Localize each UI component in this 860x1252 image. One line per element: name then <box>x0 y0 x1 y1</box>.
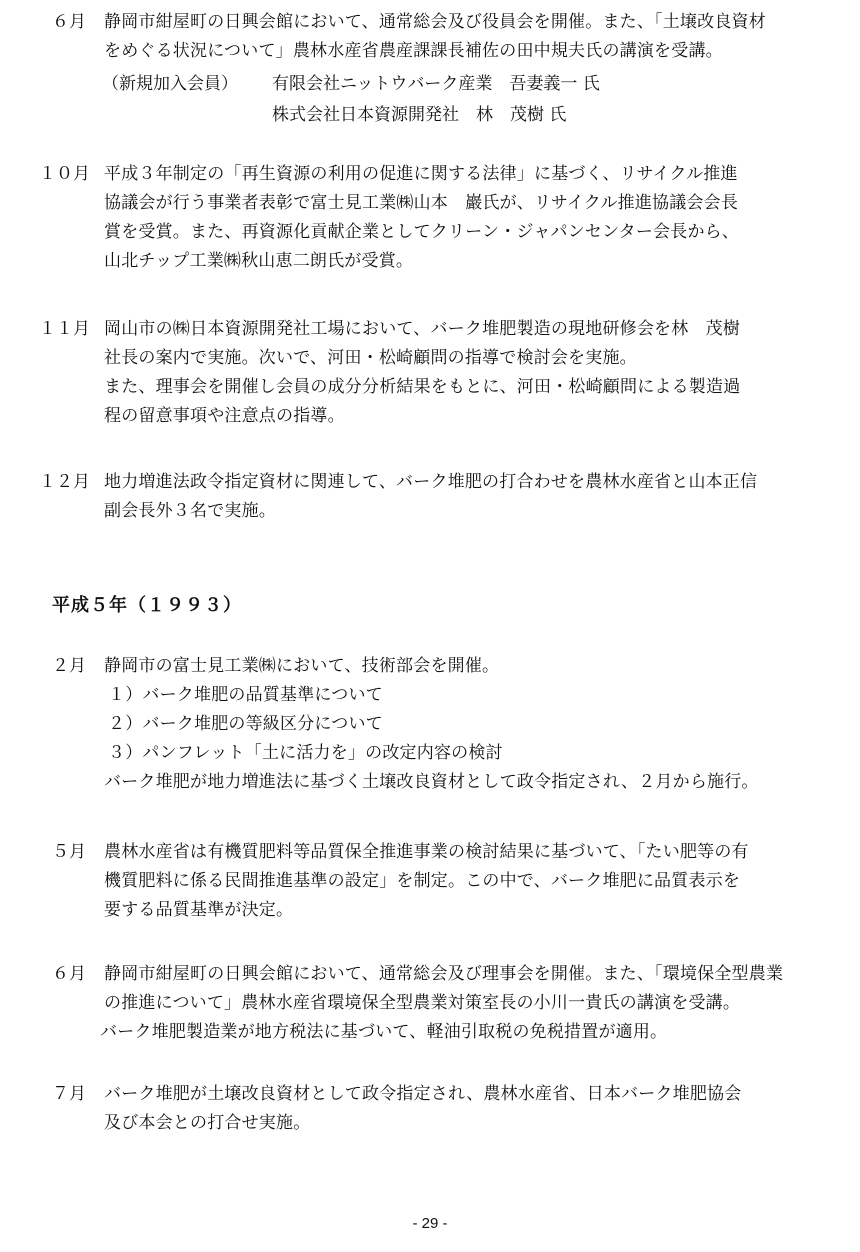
entry-line: をめぐる状況について」農林水産省農産課課長補佐の田中規夫氏の講演を受講。 <box>104 41 723 61</box>
entry-month: ７月 <box>52 1084 86 1104</box>
entry-month: ６月 <box>52 12 86 32</box>
entry-month: １１月 <box>39 319 90 339</box>
entry-line: 平成３年制定の「再生資源の利用の促進に関する法律」に基づく、リサイクル推進 <box>104 164 738 184</box>
entry-line: 賞を受賞。また、再資源化貢献企業としてクリーン・ジャパンセンター会長から、 <box>104 222 740 242</box>
entry-line: 程の留意事項や注意点の指導。 <box>104 406 345 426</box>
entry-month: ２月 <box>52 656 86 676</box>
entry-line: 協議会が行う事業者表彰で富士見工業㈱山本 巖氏が、リサイクル推進協議会会長 <box>104 193 739 213</box>
entry-line: 副会長外３名で実施。 <box>104 501 276 521</box>
entry-line: 農林水産省は有機質肥料等品質保全推進事業の検討結果に基づいて、「たい肥等の有 <box>104 842 749 862</box>
entry-month: １２月 <box>39 472 90 492</box>
new-member-row: 株式会社日本資源開発社 林 茂樹 氏 <box>272 105 567 125</box>
new-members-label: （新規加入会員） <box>102 74 238 94</box>
entry-line: 要する品質基準が決定。 <box>104 900 294 920</box>
year-heading: 平成５年（１９９３） <box>52 595 242 616</box>
entry-line: 地力増進法政令指定資材に関連して、バーク堆肥の打合わせを農林水産省と山本正信 <box>104 472 758 492</box>
entry-line: の推進について」農林水産省環境保全型農業対策室長の小川一貴氏の講演を受講。 <box>104 993 741 1013</box>
entry-line: 静岡市紺屋町の日興会館において、通常総会及び理事会を開催。また、「環境保全型農業 <box>104 964 784 984</box>
entry-month: ５月 <box>52 842 86 862</box>
entry-month: １０月 <box>39 164 90 184</box>
entry-line: 静岡市紺屋町の日興会館において、通常総会及び役員会を開催。また、「土壌改良資材 <box>104 12 766 32</box>
entry-line: 社長の案内で実施。次いで、河田・松崎顧問の指導で検討会を実施。 <box>104 348 637 368</box>
entry-line: また、理事会を開催し会員の成分分析結果をもとに、河田・松崎顧問による製造過 <box>104 377 741 397</box>
entry-line: 山北チップ工業㈱秋山恵二朗氏が受賞。 <box>104 251 414 271</box>
entry-line: バーク堆肥が地力増進法に基づく土壌改良資材として政令指定され、２月から施行。 <box>104 772 759 792</box>
entry-list-item: １）バーク堆肥の品質基準について <box>108 685 383 705</box>
entry-list-item: ２）バーク堆肥の等級区分について <box>108 714 383 734</box>
entry-line: 及び本会との打合せ実施。 <box>104 1113 311 1133</box>
entry-month: ６月 <box>52 964 86 984</box>
entry-line: バーク堆肥が土壌改良資材として政令指定され、農林水産省、日本バーク堆肥協会 <box>104 1084 742 1104</box>
entry-list-item: ３）パンフレット「土に活力を」の改定内容の検討 <box>108 743 503 763</box>
entry-line: バーク堆肥製造業が地方税法に基づいて、軽油引取税の免税措置が適用。 <box>100 1022 668 1042</box>
page-number: - 29 - <box>412 1215 448 1232</box>
entry-line: 静岡市の富士見工業㈱において、技術部会を開催。 <box>104 656 500 676</box>
entry-line: 機質肥料に係る民間推進基準の設定」を制定。この中で、バーク堆肥に品質表示を <box>104 871 741 891</box>
new-member-row: 有限会社ニットウバーク産業 吾妻義一 氏 <box>272 74 600 94</box>
entry-line: 岡山市の㈱日本資源開発社工場において、バーク堆肥製造の現地研修会を林 茂樹 <box>104 319 741 339</box>
